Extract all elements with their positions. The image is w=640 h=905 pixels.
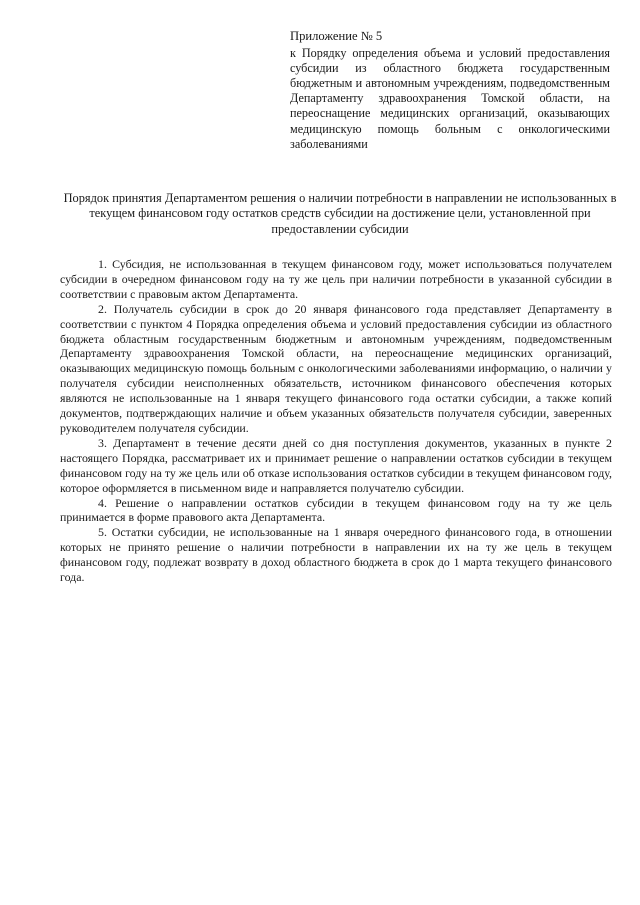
document-title: Порядок принятия Департаментом решения о наличии потребности в направлении не использованных в текущем финансовом году остатков средств субсидии на достижение цели, установленной при предоставлении субсидии (63, 191, 617, 236)
appendix-block (290, 29, 610, 152)
paragraph-5: 5. Остатки субсидии, не использованные на 1 января очередного финансового года, в отношении которых не принято решение о наличии потребности в направлении их на ту же цель в текущем финансовом году, подлежат возврату в доход областного бюджета в срок до 1 марта текущего финансового года. (60, 525, 612, 585)
document-body (60, 257, 612, 585)
appendix-title: Приложение № 5 (290, 29, 383, 43)
paragraph-2: 2. Получатель субсидии в срок до 20 января финансового года представляет Департаменту в соответствии с пунктом 4 Порядка определения объема и условий предоставления субсидии из областного бюджета областным государственным бюджетным и автономным учреждениям, подведомственным Департаменту здравоохранения Томской области, на переоснащение медицинских организаций, оказывающих медицинскую помощь больным с онкологическими заболеваниями информацию, о наличии у получателя субсидии неисполненных обязательств, источником финансового обеспечения которых являются не использованные на 1 января текущего финансового года остатки субсидии, а также копий документов, подтверждающих наличие и объем указанных обязательств получателя субсидии, заверенных руководителем получателя субсидии. (60, 301, 612, 435)
appendix-text: к Порядку определения объема и условий предоставления субсидии из областного бюджета государственным бюджетным и автономным учреждениям, подведомственным Департаменту здравоохранения Томской области, на переоснащение медицинских организаций, оказывающих медицинскую помощь больным с онкологическими заболеваниями (290, 46, 610, 151)
paragraph-1: 1. Субсидия, не использованная в текущем финансовом году, может использоваться получателем субсидии в очередном финансовом году на ту же цель при наличии потребности в указанной субсидии в соответствии с правовым актом Департамента. (60, 257, 612, 301)
paragraph-3: 3. Департамент в течение десяти дней со дня поступления документов, указанных в пункте 2 настоящего Порядка, рассматривает их и принимает решение о направлении остатков субсидии в текущем финансовом году на ту же цель или об отказе использования остатков субсидии в текущем финансовом году, которое оформляется в письменном виде и направляется получателю субсидии. (60, 435, 612, 495)
paragraph-4: 4. Решение о направлении остатков субсидии в текущем финансовом году на ту же цель принимается в форме правового акта Департамента. (60, 495, 612, 525)
